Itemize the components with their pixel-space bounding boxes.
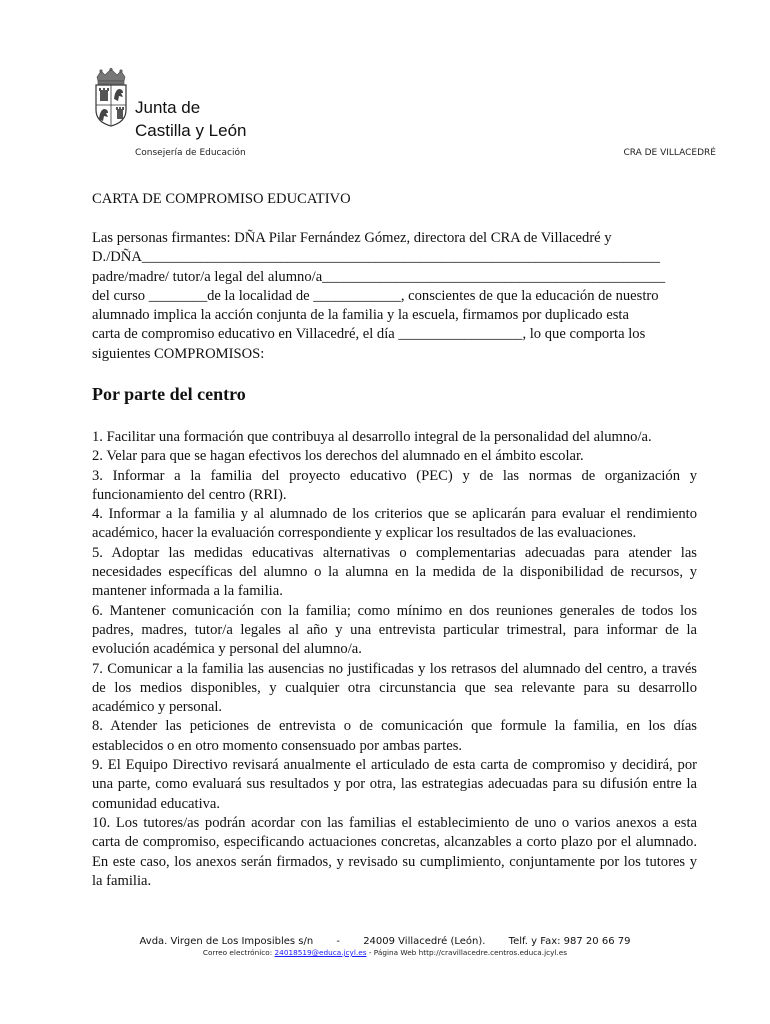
intro-line: padre/madre/ tutor/a legal del alumno/a_______________________________________________ xyxy=(92,268,666,285)
commitment-item: 2. Velar para que se hagan efectivos los derechos del alumnado en el ámbito escolar. xyxy=(92,448,584,465)
commitments-list xyxy=(92,428,697,891)
commitment-item: 7. Comunicar a la familia las ausencias no justificadas y los retrasos del alumnado del centro, a través de los medios disponibles, y cualquier otra circunstancia que sea relevante para su desarrollo académico y personal. xyxy=(92,660,697,716)
school-name: CRA DE VILLACEDRÉ xyxy=(623,148,716,158)
commitment-item: 3. Informar a la familia del proyecto educativo (PEC) y de las normas de organización y funcionamiento del centro (RRI). xyxy=(92,467,697,503)
section-heading: Por parte del centro xyxy=(92,384,246,404)
footer-contact-line xyxy=(0,948,770,957)
coat-of-arms-icon xyxy=(92,68,130,128)
commitment-item: 8. Atender las peticiones de entrevista o de comunicación que formule la familia, en los días establecidos o en otro momento consensuado por ambas partes. xyxy=(92,718,697,754)
footer-phone: Telf. y Fax: 987 20 66 79 xyxy=(508,936,631,947)
commitment-item: 6. Mantener comunicación con la familia; como mínimo en dos reuniones generales de todos los padres, madres, tutor/a legales al año y una entrevista particular trimestral, para informar de la evolución académica y personal del alumno/a. xyxy=(92,602,697,658)
intro-line: D./DÑA_______________________________________________________________________ xyxy=(92,249,660,266)
commitment-item: 4. Informar a la familia y al alumnado de los criterios que se aplicarán para evaluar el rendimiento académico, hacer la evaluación correspondiente y explicar los resultados de las evaluaciones. xyxy=(92,506,697,542)
footer-email-label: Correo electrónico: xyxy=(202,948,275,957)
footer-email-link[interactable]: 24018519@educa.jcyl.es xyxy=(274,948,367,957)
document-title: CARTA DE COMPROMISO EDUCATIVO xyxy=(92,191,351,207)
intro-line: siguientes COMPROMISOS: xyxy=(92,345,265,362)
intro-line: alumnado implica la acción conjunta de la familia y la escuela, firmamos por duplicado esta xyxy=(92,307,629,324)
footer-address: Avda. Virgen de Los Imposibles s/n xyxy=(139,936,314,947)
footer-web: - Página Web http://cravillacedre.centros.educa.jcyl.es xyxy=(366,948,568,957)
commitment-item: 10. Los tutores/as podrán acordar con las familias el establecimiento de uno o varios anexos a esta carta de compromiso, especificando actuaciones concretas, alcanzables a corto plazo por el alumnado. En este caso, los anexos serán firmados, y revisado su cumplimiento, conjuntamente por los tutores y la familia. xyxy=(92,814,697,889)
intro-paragraph xyxy=(92,229,697,364)
intro-line: del curso ________de la localidad de ____________, conscientes de que la educación de nuestro xyxy=(92,287,659,304)
intro-line: carta de compromiso educativo en Villacedré, el día _________________, lo que comporta los xyxy=(92,326,646,343)
footer-separator: - xyxy=(336,936,340,947)
commitment-item: 5. Adoptar las medidas educativas alternativas o complementarias adecuadas para atender las necesidades específicas del alumno o la alumna en la medida de la disponibilidad de recursos, y mantener informada a la familia. xyxy=(92,544,697,600)
department-name: Consejería de Educación xyxy=(135,148,246,158)
footer-address-line xyxy=(0,936,770,947)
organization-name xyxy=(135,96,247,142)
commitment-item: 9. El Equipo Directivo revisará anualmente el articulado de esta carta de compromiso y decidirá, por una parte, como evaluará sus resultados y por otra, las estrategias adecuadas para su difusión entre la comunidad educativa. xyxy=(92,757,697,812)
page-footer xyxy=(0,936,770,957)
intro-line: Las personas firmantes: DÑA Pilar Fernández Gómez, directora del CRA de Villacedré y xyxy=(92,230,612,246)
organization-name-line2: Castilla y León xyxy=(135,121,247,140)
footer-town: 24009 Villacedré (León). xyxy=(363,936,486,947)
commitment-item: 1. Facilitar una formación que contribuya al desarrollo integral de la personalidad del alumno/a. xyxy=(92,429,652,445)
organization-name-line1: Junta de xyxy=(135,98,201,117)
